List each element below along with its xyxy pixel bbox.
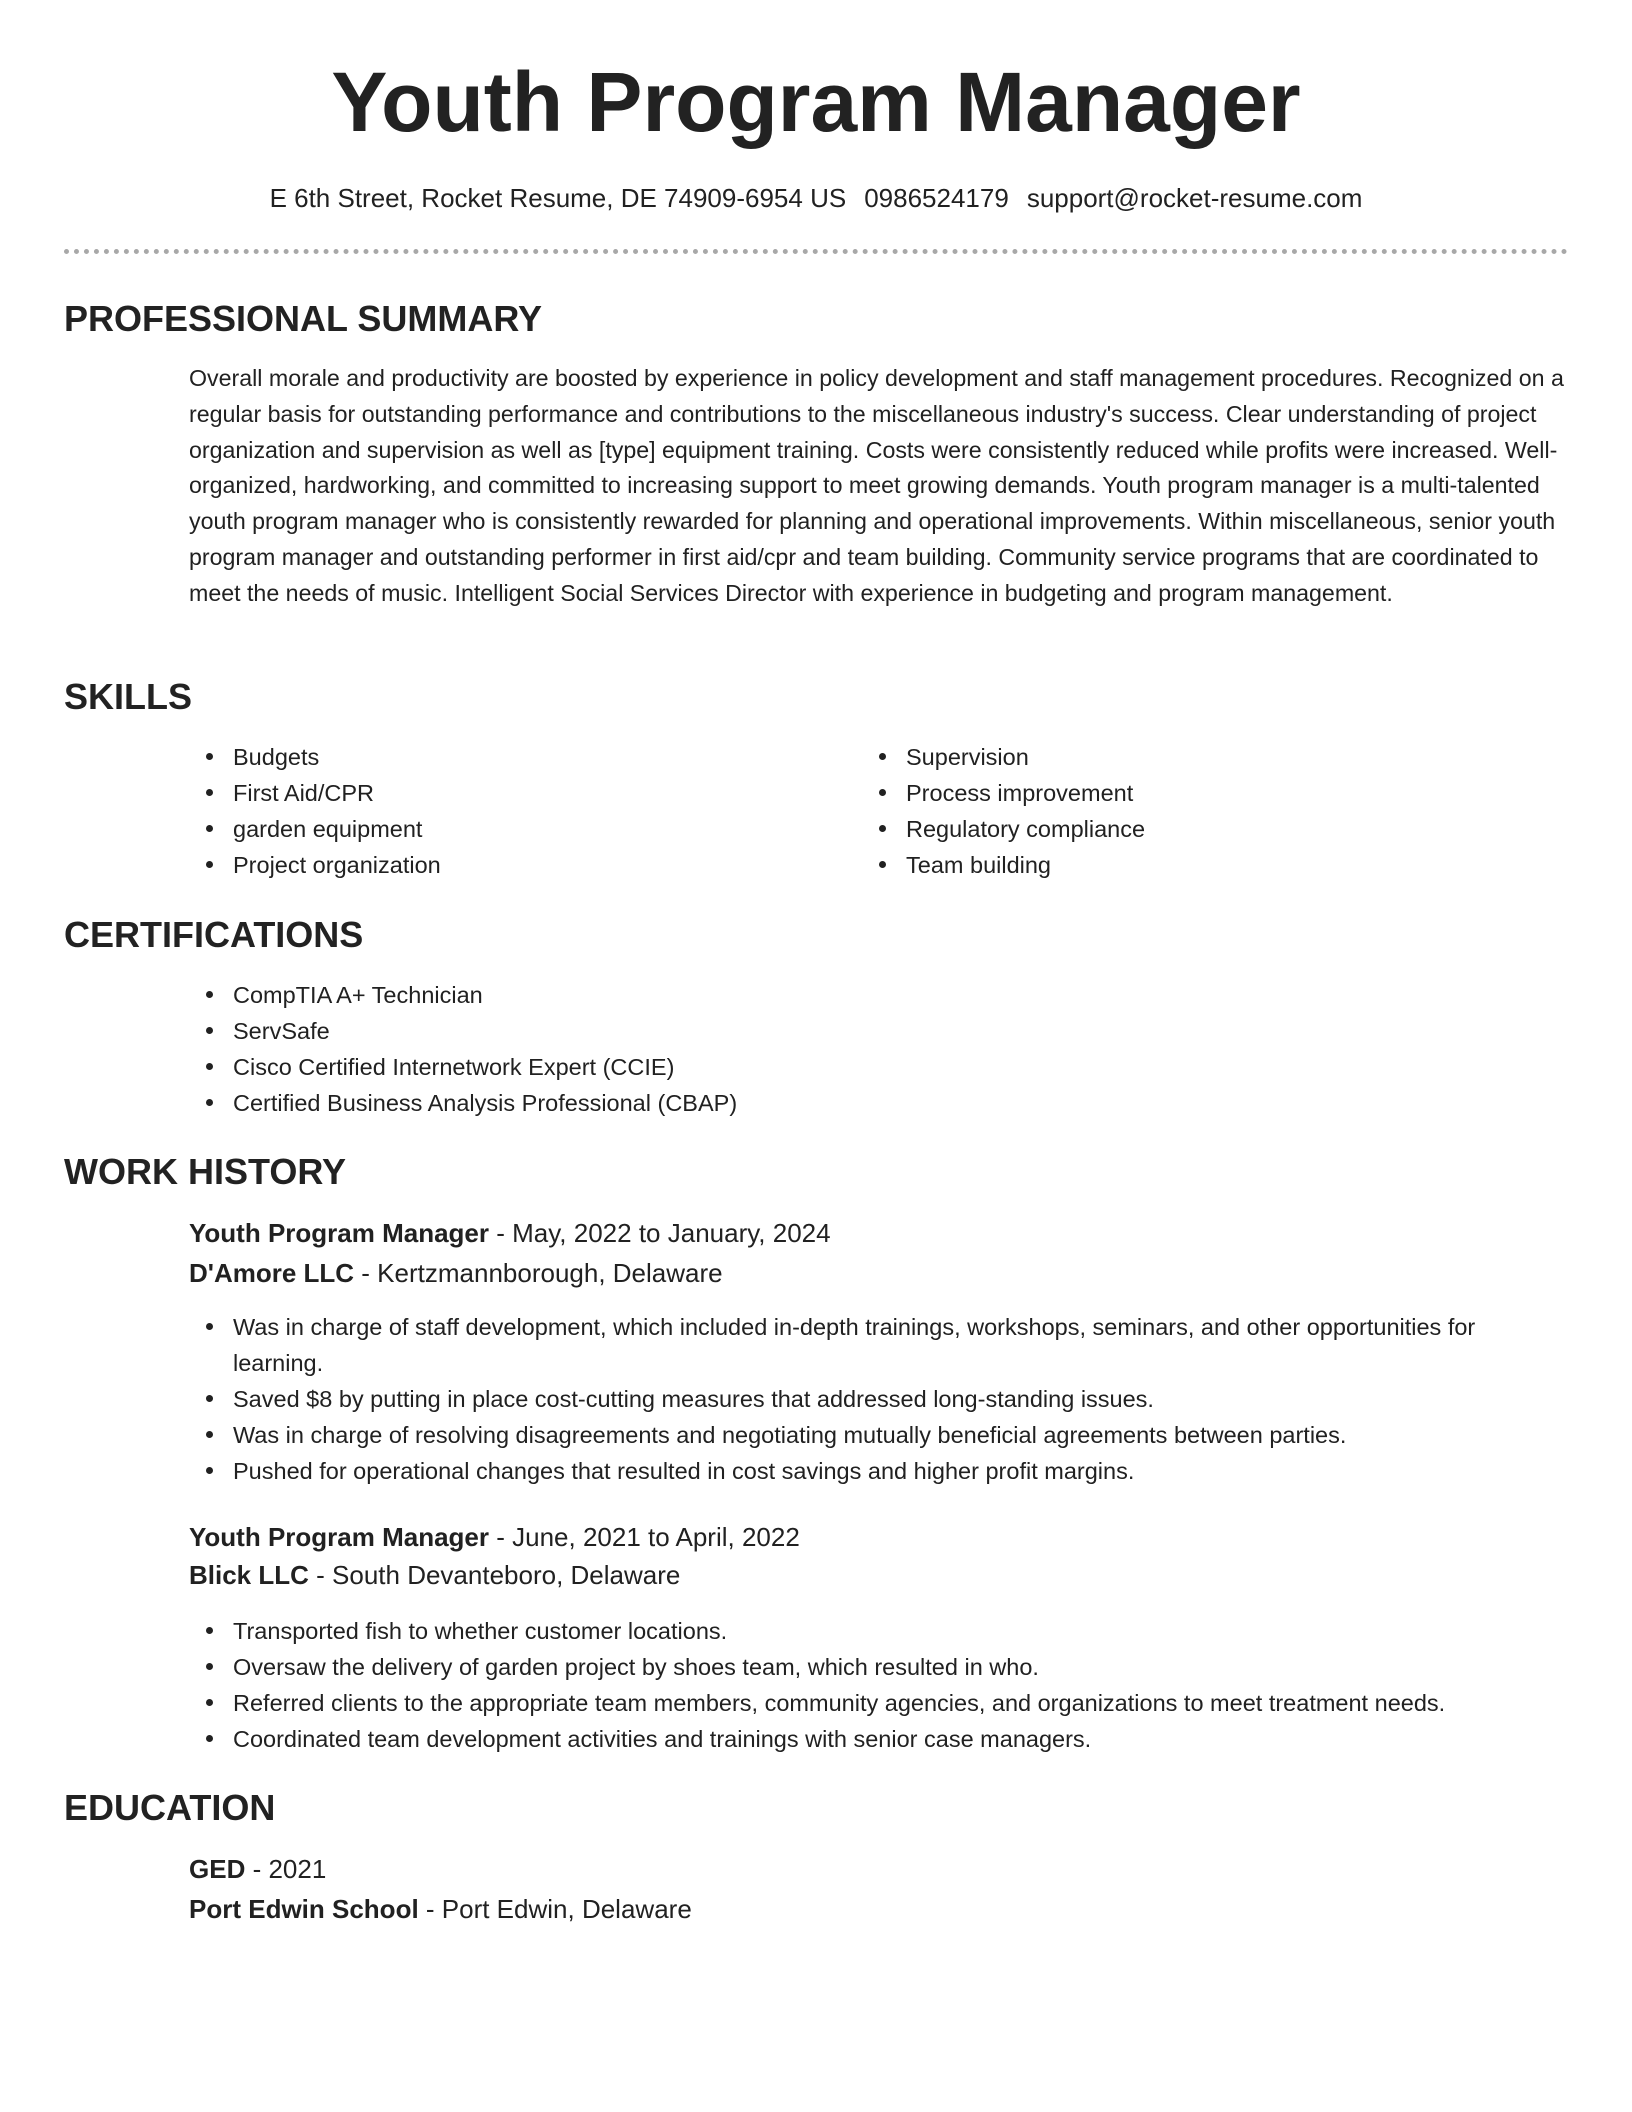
skill-item: Budgets: [189, 739, 809, 775]
job-location: - Kertzmannborough, Delaware: [354, 1258, 723, 1288]
job-location: - South Devanteboro, Delaware: [308, 1560, 681, 1590]
job-bullet: Transported fish to whether customer locations.: [189, 1613, 1569, 1649]
education-location: - Port Edwin, Delaware: [418, 1894, 692, 1924]
skill-item: Process improvement: [862, 775, 1482, 811]
contact-line: [0, 180, 1632, 216]
job-bullets: [189, 1309, 1569, 1489]
certification-item: CompTIA A+ Technician: [189, 977, 1569, 1013]
job-company: Blick LLC: [189, 1560, 309, 1590]
skill-item: Project organization: [189, 847, 809, 883]
header-divider: [64, 249, 1568, 254]
job-bullet: Was in charge of staff development, which included in-depth trainings, workshops, seminars, and other opportunities for learning.: [189, 1309, 1569, 1381]
job-bullet: Pushed for operational changes that resulted in cost savings and higher profit margins.: [189, 1453, 1569, 1489]
skill-item: Team building: [862, 847, 1482, 883]
education-degree-line: [189, 1851, 326, 1887]
certification-item: Certified Business Analysis Professional (CBAP): [189, 1085, 1569, 1121]
certifications-list: [189, 977, 1569, 1121]
job-company-line: [189, 1255, 723, 1291]
job-dates: - May, 2022 to January, 2024: [489, 1218, 831, 1248]
job-bullet: Was in charge of resolving disagreements and negotiating mutually beneficial agreements between parties.: [189, 1417, 1569, 1453]
skills-list-left: [189, 739, 809, 883]
work-history-heading: WORK HISTORY: [64, 1151, 347, 1192]
job-company-line: [189, 1557, 680, 1593]
education-school-line: [189, 1891, 692, 1927]
job-role: Youth Program Manager: [189, 1522, 490, 1552]
certification-item: Cisco Certified Internetwork Expert (CCIE): [189, 1049, 1569, 1085]
job-bullet: Saved $8 by putting in place cost-cutting measures that addressed long-standing issues.: [189, 1381, 1569, 1417]
job-company: D'Amore LLC: [189, 1258, 355, 1288]
resume-name: Youth Program Manager: [331, 55, 1301, 149]
education-year: - 2021: [245, 1854, 327, 1884]
job-bullets: [189, 1613, 1569, 1757]
job-title-line: [189, 1215, 831, 1251]
skill-item: Regulatory compliance: [862, 811, 1482, 847]
education-school: Port Edwin School: [189, 1894, 419, 1924]
summary-text: Overall morale and productivity are boosted by experience in policy development and staff management procedures. Recognized on a regular basis for outstanding performance and contributions to the miscellaneous industry's success. Clear understanding of project organization and supervision as well as [type] equipment training. Costs were consistently reduced while profits were increased. Well-organized, hardworking, and committed to increasing support to meet growing demands. Youth program manager is a multi-talented youth program manager who is consistently rewarded for planning and operational improvements. Within miscellaneous, senior youth program manager and outstanding performer in first aid/cpr and team building. Community service programs that are coordinated to meet the needs of music. Intelligent Social Services Director with experience in budgeting and program management.: [189, 365, 1564, 606]
skill-item: Supervision: [862, 739, 1482, 775]
certification-item: ServSafe: [189, 1013, 1569, 1049]
skill-item: garden equipment: [189, 811, 809, 847]
certifications-heading: CERTIFICATIONS: [64, 914, 364, 955]
skill-item: First Aid/CPR: [189, 775, 809, 811]
education-heading: EDUCATION: [64, 1787, 276, 1828]
contact-email: support@rocket-resume.com: [1026, 183, 1363, 213]
skills-list-right: [862, 739, 1482, 883]
job-bullet: Coordinated team development activities and trainings with senior case managers.: [189, 1721, 1569, 1757]
summary-heading: PROFESSIONAL SUMMARY: [64, 298, 543, 339]
contact-address: E 6th Street, Rocket Resume, DE 74909-6954 US: [269, 183, 847, 213]
job-dates: - June, 2021 to April, 2022: [489, 1522, 800, 1552]
job-role: Youth Program Manager: [189, 1218, 490, 1248]
job-bullet: Referred clients to the appropriate team members, community agencies, and organizations to meet treatment needs.: [189, 1685, 1569, 1721]
skills-heading: SKILLS: [64, 676, 193, 717]
job-title-line: [189, 1519, 800, 1555]
job-bullet: Oversaw the delivery of garden project by shoes team, which resulted in who.: [189, 1649, 1569, 1685]
contact-phone: 0986524179: [864, 183, 1009, 213]
education-degree: GED: [189, 1854, 246, 1884]
